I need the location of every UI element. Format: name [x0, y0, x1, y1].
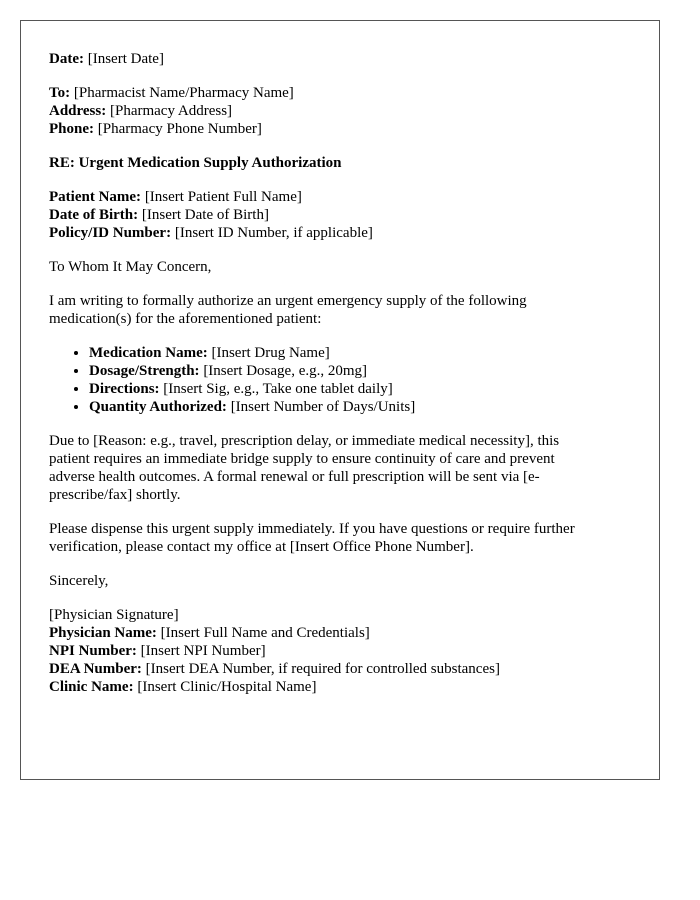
policy-line — [49, 224, 639, 242]
phone-line — [49, 120, 639, 138]
clinic-label: Clinic Name: — [49, 679, 134, 695]
medication-label: Directions: — [89, 381, 160, 397]
npi-line — [49, 642, 639, 660]
medication-value: [Insert Sig, e.g., Take one tablet daily] — [163, 381, 393, 397]
dispense-line: verification, please contact my office at [Insert Office Phone Number]. — [49, 539, 474, 555]
patient-name-line — [49, 188, 639, 206]
dispense-line: Please dispense this urgent supply immediately. If you have questions or require further — [49, 521, 575, 537]
dea-value: [Insert DEA Number, if required for controlled substances] — [145, 661, 500, 677]
dea-label: DEA Number: — [49, 661, 142, 677]
medication-value: [Insert Number of Days/Units] — [230, 399, 416, 415]
medication-item — [89, 362, 639, 380]
phone-value: [Pharmacy Phone Number] — [97, 121, 262, 137]
physician-name-line — [49, 624, 639, 642]
npi-label: NPI Number: — [49, 643, 137, 659]
salutation-block — [49, 258, 639, 276]
reason-line: adverse health outcomes. A formal renewal or full prescription will be sent via [e- — [49, 469, 540, 485]
medication-item — [89, 398, 639, 416]
intro-line: medication(s) for the aforementioned patient: — [49, 311, 322, 327]
medication-label: Quantity Authorized: — [89, 399, 227, 415]
physician-name-value: [Insert Full Name and Credentials] — [160, 625, 370, 641]
dob-value: [Insert Date of Birth] — [141, 207, 269, 223]
subject-line: RE: Urgent Medication Supply Authorization — [49, 155, 342, 171]
intro-line: I am writing to formally authorize an urgent emergency supply of the following — [49, 293, 527, 309]
reason-line: prescribe/fax] shortly. — [49, 487, 181, 503]
salutation: To Whom It May Concern, — [49, 259, 212, 275]
closing: Sincerely, — [49, 573, 109, 589]
address-label: Address: — [49, 103, 107, 119]
patient-name-label: Patient Name: — [49, 189, 142, 205]
reason-line: Due to [Reason: e.g., travel, prescription delay, or immediate medical necessity], this — [49, 433, 560, 449]
patient-name-value: [Insert Patient Full Name] — [144, 189, 302, 205]
medication-value: [Insert Drug Name] — [211, 345, 330, 361]
dea-line — [49, 660, 639, 678]
medication-item — [89, 344, 639, 362]
dob-line — [49, 206, 639, 224]
dob-label: Date of Birth: — [49, 207, 139, 223]
dispense-paragraph — [49, 520, 639, 556]
letter-page — [20, 20, 660, 780]
address-value: [Pharmacy Address] — [109, 103, 233, 119]
policy-value: [Insert ID Number, if applicable] — [174, 225, 373, 241]
physician-name-label: Physician Name: — [49, 625, 157, 641]
date-block — [49, 50, 639, 68]
address-line — [49, 102, 639, 120]
medication-label: Medication Name: — [89, 345, 208, 361]
intro-paragraph — [49, 292, 639, 328]
date-label: Date: — [49, 51, 84, 67]
signature-placeholder: [Physician Signature] — [49, 607, 179, 623]
medication-list — [49, 344, 639, 416]
npi-value: [Insert NPI Number] — [140, 643, 266, 659]
phone-label: Phone: — [49, 121, 94, 137]
subject-block — [49, 154, 639, 172]
closing-block — [49, 572, 639, 590]
to-line — [49, 84, 639, 102]
reason-line: patient requires an immediate bridge supply to ensure continuity of care and prevent — [49, 451, 555, 467]
letter-body — [49, 50, 639, 712]
reason-paragraph — [49, 432, 639, 504]
date-line — [49, 50, 639, 68]
clinic-line — [49, 678, 639, 696]
recipient-block — [49, 84, 639, 138]
medication-item — [89, 380, 639, 398]
signature-block — [49, 606, 639, 696]
medication-label: Dosage/Strength: — [89, 363, 200, 379]
date-value: [Insert Date] — [87, 51, 164, 67]
clinic-value: [Insert Clinic/Hospital Name] — [137, 679, 317, 695]
patient-block — [49, 188, 639, 242]
policy-label: Policy/ID Number: — [49, 225, 172, 241]
to-value: [Pharmacist Name/Pharmacy Name] — [73, 85, 294, 101]
to-label: To: — [49, 85, 71, 101]
medication-value: [Insert Dosage, e.g., 20mg] — [203, 363, 368, 379]
